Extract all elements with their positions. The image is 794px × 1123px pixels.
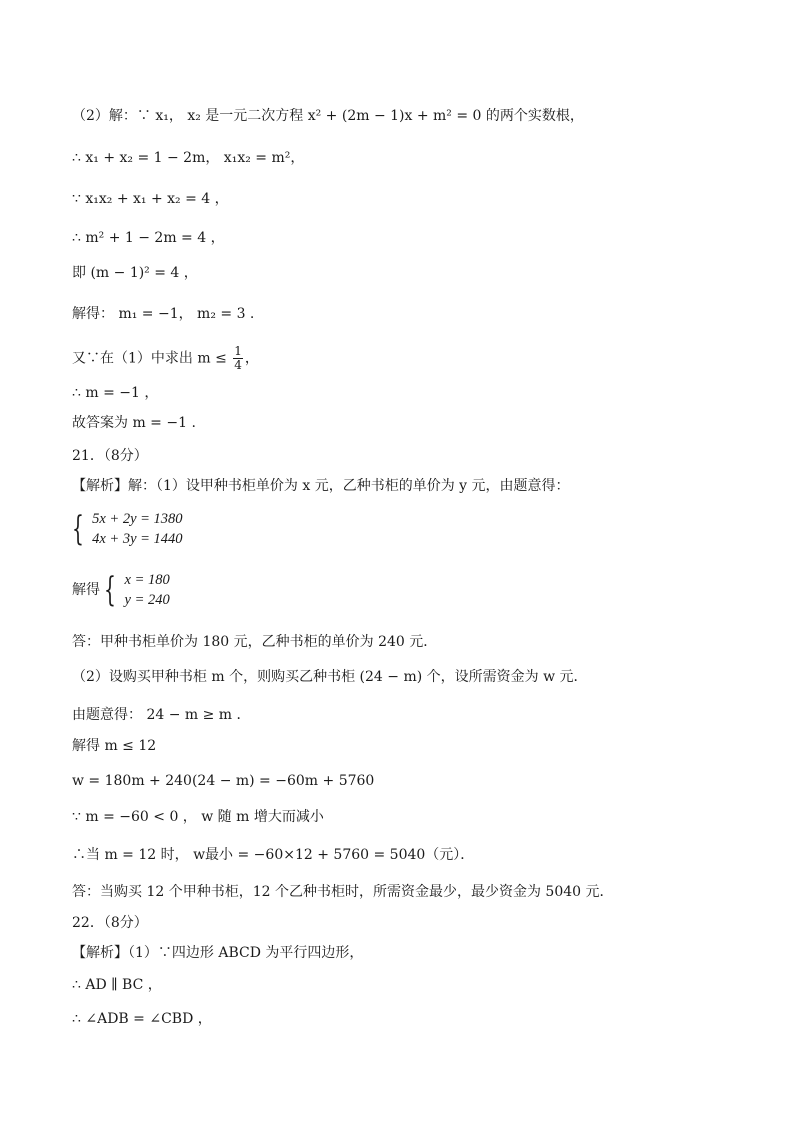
equation-system-2-rows — [125, 570, 170, 610]
equation-system-2 — [72, 570, 170, 610]
equation-system-1 — [72, 509, 183, 549]
text-line-4: ∴ m² + 1 − 2m = 4 ， — [72, 230, 225, 246]
text-line-2: ∴ x₁ + x₂ = 1 − 2m， x₁x₂ = m²， — [72, 150, 305, 166]
text-line-1: （2）解：∵ x₁， x₂ 是一元二次方程 x² + (2m − 1)x + m² = 0 的两个实数根， — [72, 108, 584, 124]
text-line-angle: ∴ ∠ADB = ∠CBD ， — [72, 1011, 212, 1027]
text-line-monotonic: ∵ m = −60 < 0 ， w 随 m 增大而减小 — [72, 809, 324, 825]
left-brace-icon: { — [104, 570, 117, 610]
question-22-analysis: 【解析】（1）∵四边形 ABCD 为平行四边形， — [72, 945, 364, 961]
left-brace-icon: { — [72, 509, 84, 549]
equation-row: x = 180 — [124, 572, 170, 588]
text-line-parallel: ∴ AD ∥ BC ， — [72, 977, 162, 993]
text-line-8: ∴ m = −1 ， — [72, 385, 159, 401]
text-line-5: 即 (m − 1)² = 4 ， — [72, 265, 198, 281]
text-line-3: ∵ x₁x₂ + x₁ + x₂ = 4 ， — [72, 191, 229, 207]
fraction-one-quarter — [233, 345, 243, 372]
text-line-w-function: w = 180m + 240(24 − m) = −60m + 5760 — [72, 773, 375, 789]
answer-line-2: 答：当购买 12 个甲种书柜，12 个乙种书柜时，所需资金最少，最少资金为 5040 元． — [72, 884, 614, 900]
question-21-analysis: 【解析】解：（1）设甲种书柜单价为 x 元，乙种书柜的单价为 y 元，由题意得： — [72, 478, 570, 494]
text-line-solve: 解得 m ≤ 12 — [72, 738, 157, 754]
equation-row: y = 240 — [124, 592, 170, 608]
text-line-9: 故答案为 m = −1 . — [72, 415, 196, 431]
text-line-7-with-fraction — [72, 345, 259, 372]
text-line-7: 又∵在（1）中求出 m ≤ — [72, 350, 227, 367]
text-line-condition: 由题意得： 24 − m ≥ m ． — [72, 707, 251, 723]
text-line-minimum: ∴当 m = 12 时， w最小 = −60×12 + 5760 = 5040（元）． — [72, 847, 475, 863]
equation-row: 5x + 2y = 1380 — [92, 511, 183, 527]
text-line-6: 解得： m₁ = −1， m₂ = 3 . — [72, 306, 255, 322]
fraction-numerator: 1 — [234, 344, 242, 358]
fraction-trailing-punct: ， — [244, 350, 259, 367]
equation-system-1-rows — [92, 509, 182, 549]
text-line-part2: （2）设购买甲种书柜 m 个，则购买乙种书柜 (24 − m) 个，设所需资金为 w 元． — [72, 669, 588, 685]
equation-row: 4x + 3y = 1440 — [92, 531, 183, 547]
question-22-header: 22．（8分） — [72, 915, 148, 931]
solution-prefix: 解得 — [72, 582, 100, 598]
fraction-denominator: 4 — [234, 358, 242, 372]
answer-line-1: 答：甲种书柜单价为 180 元，乙种书柜的单价为 240 元． — [72, 634, 438, 650]
question-21-header: 21．（8分） — [72, 448, 148, 464]
